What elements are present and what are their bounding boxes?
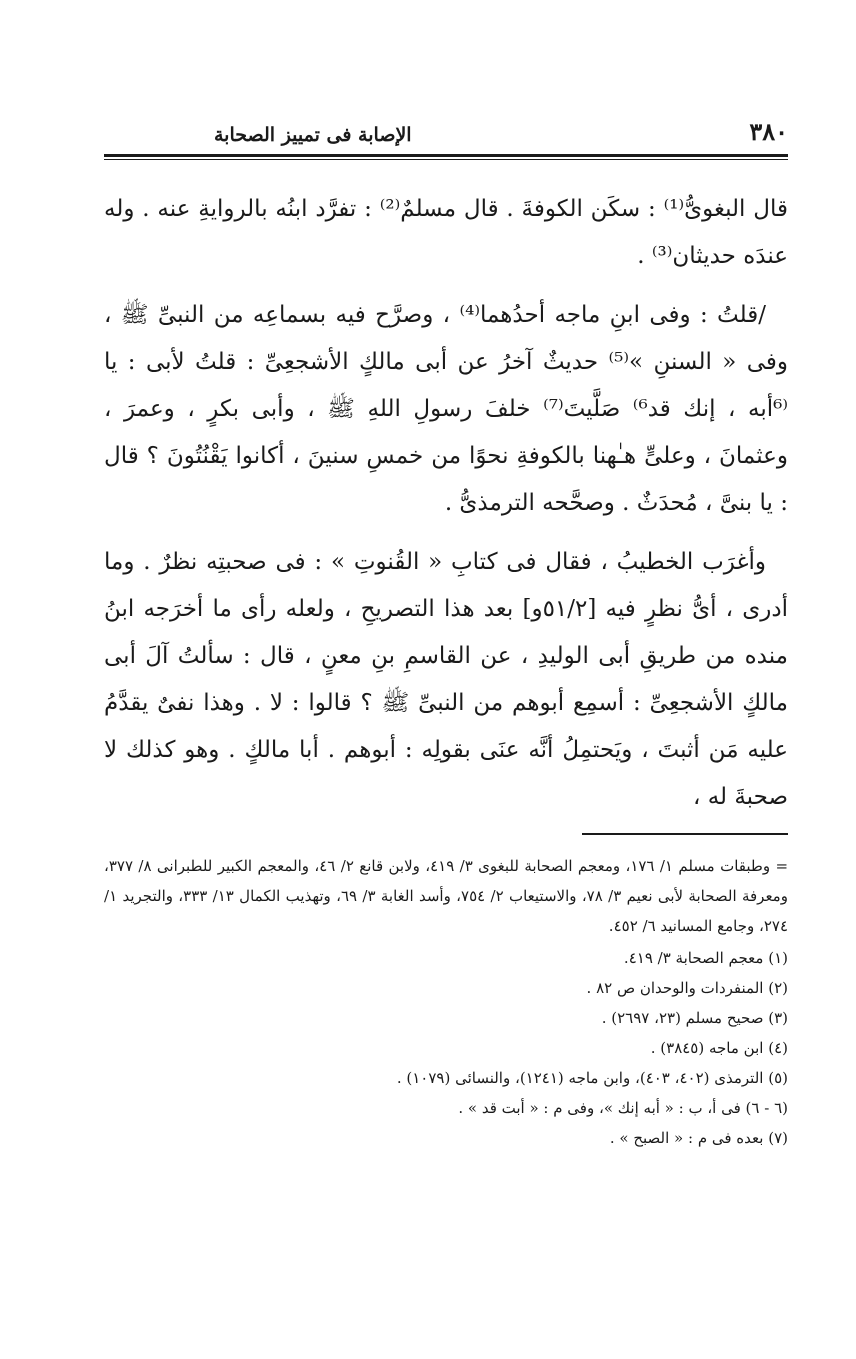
paragraph: قال البغوىُّ⁽¹⁾ : سكَن الكوفةَ . قال مسلمٌ⁽²⁾ : تفرَّد ابنُه بالروايةِ عنه . وله عندَه حديثان⁽³⁾ . <box>104 196 788 269</box>
footnote-list <box>104 943 788 1153</box>
book-page <box>104 112 788 1153</box>
footnote-separator <box>582 833 788 835</box>
footnote-item: (٦ - ٦) فى أ، ب : « أبه إنك »، وفى م : « أبت قد » . <box>458 1099 788 1117</box>
footnote-item: (٥) الترمذى (٤٠٢، ٤٠٣)، وابن ماجه (١٢٤١)، والنسائى (١٠٧٩) . <box>396 1069 788 1087</box>
main-text <box>104 186 788 821</box>
footnote-item: (٢) المنفردات والوحدان ص ٨٢ . <box>586 979 788 997</box>
header-rule <box>104 154 788 157</box>
footnote-item: (١) معجم الصحابة ٣/ ٤١٩. <box>623 949 788 967</box>
header-rule-thin <box>104 159 788 160</box>
footnote-continued: = وطبقات مسلم ١/ ١٧٦، ومعجم الصحابة للبغوى ٣/ ٤١٩، ولابن قانع ٢/ ٤٦، والمعجم الكبير للطبرانى ٨/ ٣٧٧، ومعرفة الصحابة لأبى نعيم ٣/ ٧٨، والاستيعاب ٢/ ٧٥٤، وأسد الغابة ٣/ ٦٩، وتهذيب الكمال ١٣/ ٣٣٣، والتجريد ١/ ٢٧٤، وجامع المسانيد ٦/ ٤٥٢. <box>104 857 789 935</box>
page-number: ٣٨٠ <box>749 117 788 146</box>
footnotes <box>104 851 788 1153</box>
paragraph: وأغرَب الخطيبُ ، فقال فى كتابِ « القُنوتِ » : فى صحبتِه نظرٌ . وما أدرى ، أىُّ نظرٍ فيه [٥١/٢و] بعد هذا التصريحِ ، ولعله رأى ما أخرَجه ابنُ منده من طريقِ أبى الوليدِ ، عن القاسمِ بنِ معنٍ ، قال : سألتُ آلَ أبى مالكٍ الأشجعِىِّ : أسمِع أبوهم من النبىِّ ﷺ ؟ قالوا : لا . وهذا نفىٌ يقدَّمُ عليه مَن أثبتَ ، ويَحتمِلُ أنَّه عنَى بقولِه : أبوهم . أبا مالكٍ . وهو كذلك لا صحبةَ له ، <box>104 549 788 810</box>
footnote-item: (٤) ابن ماجه (٣٨٤٥) . <box>650 1039 788 1057</box>
footnote-item: (٣) صحيح مسلم (٢٣، ٢٦٩٧) . <box>601 1009 788 1027</box>
page-header <box>104 112 788 146</box>
footnote-item: (٧) بعده فى م : « الصبح » . <box>609 1129 788 1147</box>
running-title: الإصابة فى تمييز الصحابة <box>214 124 412 146</box>
paragraph: /قلتُ : وفى ابنِ ماجه أحدُهما⁽⁴⁾ ، وصرَّح فيه بسماعِه من النبىِّ ﷺ ، وفى « السننِ »⁽⁵⁾ حديثٌ آخرُ عن أبى مالكٍ الأشجعِىِّ : قلتُ لأبى : يا ⁽⁶أبه ، إنك قد⁶⁾ صَلَّيتَ⁽⁷⁾ خلفَ رسولِ اللهِ ﷺ ، وأبى بكرٍ ، وعمرَ ، وعثمانَ ، وعلىٍّ هـٰهنا بالكوفةِ نحوًا من خمسِ سنينَ ، أكانوا يَقْنُتُونَ ؟ قال : يا بنىَّ ، مُحدَثٌ . وصحَّحه الترمذىُّ . <box>104 302 788 516</box>
